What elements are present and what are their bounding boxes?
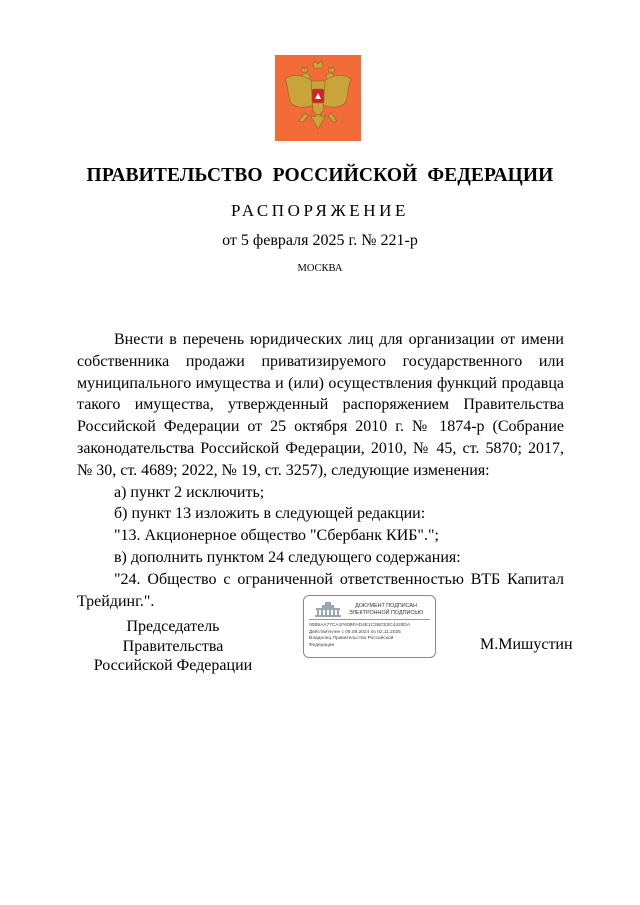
- stamp-certificate: 00B5AA77CA1F60BFAD4E1C3BCE2C4428DA: [309, 623, 411, 628]
- signatory-title: [77, 617, 269, 676]
- body-paragraph: "24. Общество с ограниченной ответственностью ВТБ Капитал Трейдинг.".: [77, 570, 564, 610]
- signatory-name: М.Мишустин: [480, 636, 573, 653]
- document-body: [77, 329, 564, 612]
- coat-of-arms-emblem: [275, 55, 361, 141]
- electronic-signature-stamp: [303, 595, 436, 658]
- body-paragraph: "13. Акционерное общество "Сбербанк КИБ".";: [114, 527, 439, 545]
- stamp-heading: ДОКУМЕНТ ПОДПИСАН ЭЛЕКТРОННОЙ ПОДПИСЬЮ: [348, 603, 424, 616]
- body-paragraph: а) пункт 2 исключить;: [114, 483, 265, 501]
- document-type: РАСПОРЯЖЕНИЕ: [230, 201, 410, 220]
- body-paragraph: Внести в перечень юридических лиц для организации от имени собственника продажи приватизируемого государственного или муниципального имущества и (или) осуществления функций продавца такого имущества, утвержденный распоряжением Правительства Российской Федерации от 25 октября 2010 г. № 1874-р (Собрание законодательства Российской Федерации, 2010, № 45, ст. 5870; 2017, № 30, ст. 4689; 2022, № 19, ст. 3257), следующие изменения:: [77, 331, 564, 479]
- body-paragraph: б) пункт 13 изложить в следующей редакции:: [114, 505, 426, 523]
- stamp-owner: Владелец Правительство Российской: [309, 636, 394, 642]
- document-city: МОСКВА: [297, 263, 343, 274]
- government-building-icon: [314, 601, 342, 617]
- stamp-owner: Федерации: [309, 642, 335, 648]
- stamp-details: [309, 623, 432, 649]
- document-date-number: от 5 февраля 2025 г. № 221-р: [222, 232, 418, 249]
- stamp-validity: Действителен с 09.08.2024 по 02.11.2025: [309, 629, 401, 635]
- signatory-title-line: Председатель Правительства: [122, 618, 224, 655]
- government-title: ПРАВИТЕЛЬСТВО РОССИЙСКОЙ ФЕДЕРАЦИИ: [86, 165, 554, 186]
- signatory-title-line: Российской Федерации: [93, 657, 253, 674]
- body-paragraph: в) дополнить пунктом 24 следующего содержания:: [114, 548, 461, 566]
- stamp-divider: [309, 619, 430, 620]
